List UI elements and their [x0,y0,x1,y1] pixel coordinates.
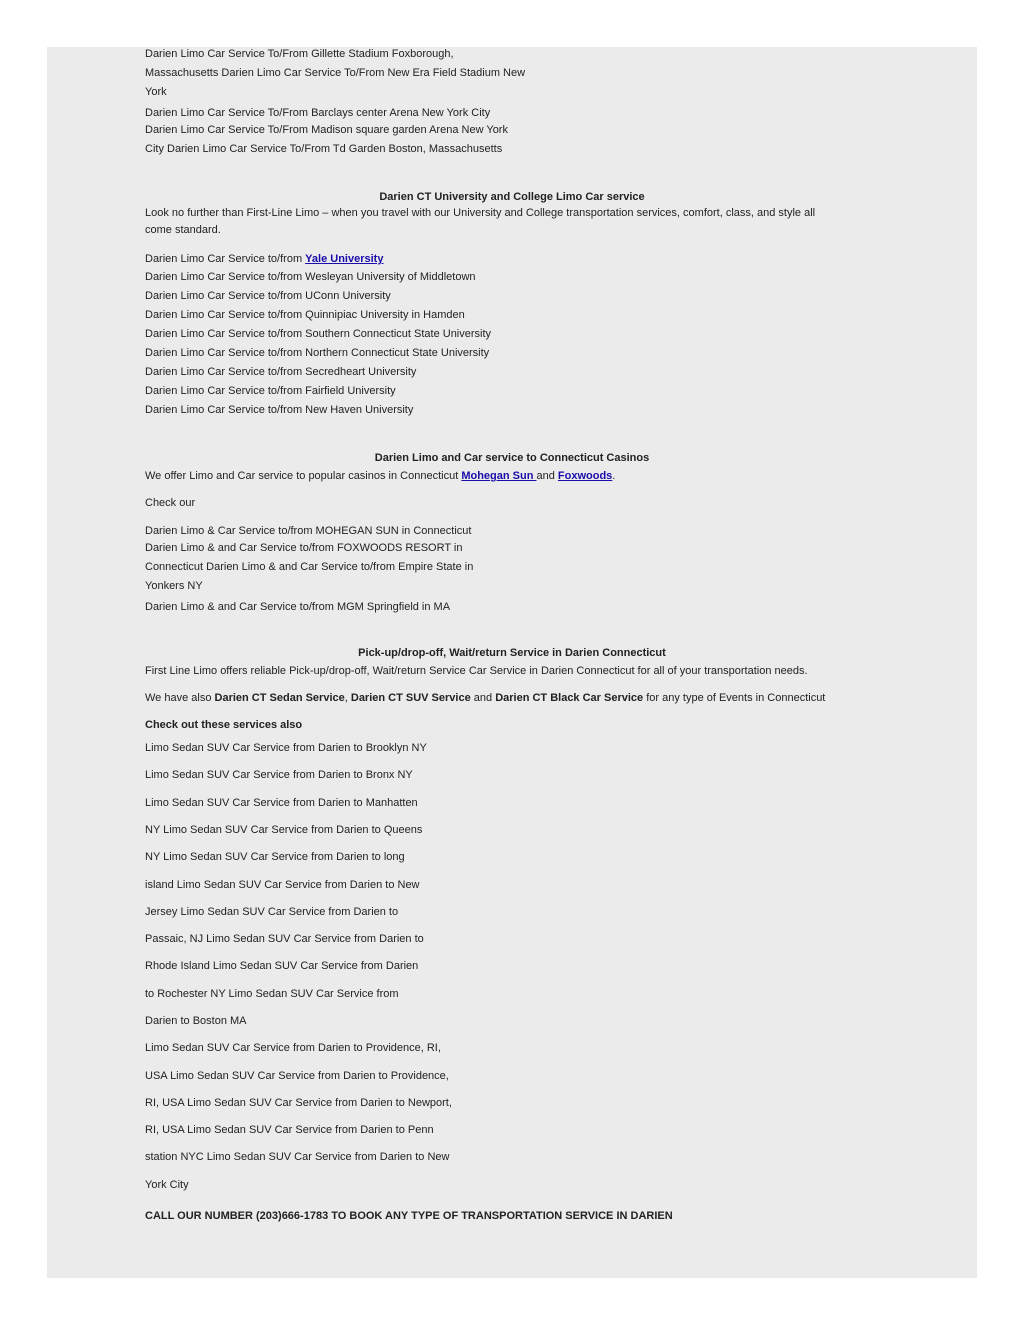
service-item: York City [145,1179,189,1191]
service-item: Limo Sedan SUV Car Service from Darien to Bronx NY [145,769,413,781]
stadium-line: Darien Limo Car Service To/From Barclays center Arena New York City [145,107,491,119]
document-page [47,47,977,1278]
university-intro: come standard. [145,224,221,236]
casino-item: Darien Limo & Car Service to/from MOHEGAN SUN in Connecticut [145,525,472,537]
stadium-line: Darien Limo Car Service To/From Gillette Stadium Foxborough, [145,48,454,60]
sedan-service-text: Darien CT Sedan Service [214,692,345,704]
casinos-heading: Darien Limo and Car service to Connecticut Casinos [374,452,650,464]
pickup-services-line [145,691,825,705]
university-item: Darien Limo Car Service to/from Secredheart University [145,366,417,378]
service-item: to Rochester NY Limo Sedan SUV Car Service from [145,988,399,1000]
service-item: NY Limo Sedan SUV Car Service from Darien to Queens [145,824,423,836]
pickup-heading: Pick-up/drop-off, Wait/return Service in Darien Connecticut [358,647,666,659]
stadium-line: York [145,86,167,98]
casinos-intro-end: . [612,470,616,482]
university-item: Darien Limo Car Service to/from Northern Connecticut State University [145,347,490,359]
university-item: Darien Limo Car Service to/from New Haven University [145,404,414,416]
mohegan-sun-link[interactable]: Mohegan Sun [461,470,537,482]
university-item: Darien Limo Car Service to/from Fairfield University [145,385,396,397]
text-span: for any type of Events in Connecticut [643,692,826,704]
service-item: RI, USA Limo Sedan SUV Car Service from Darien to Newport, [145,1097,452,1109]
university-item: Darien Limo Car Service to/from Wesleyan University of Middletown [145,271,476,283]
pickup-line: First Line Limo offers reliable Pick-up/drop-off, Wait/return Service Car Service in Darien Connecticut for all of your transportation needs. [145,665,808,677]
casino-item: Connecticut Darien Limo & and Car Service to/from Empire State in [145,561,474,573]
university-item: Darien Limo Car Service to/from UConn University [145,290,391,302]
casinos-intro-mid: and [536,470,558,482]
black-car-service-text: Darien CT Black Car Service [495,692,644,704]
casinos-intro [145,469,615,483]
suv-service-text: Darien CT SUV Service [350,692,471,704]
text-span: , [344,692,351,704]
stadium-line: Massachusetts Darien Limo Car Service To/From New Era Field Stadium New [145,67,526,79]
service-item: Limo Sedan SUV Car Service from Darien to Manhatten [145,797,418,809]
call-to-action: CALL OUR NUMBER (203)666-1783 TO BOOK ANY TYPE OF TRANSPORTATION SERVICE IN DARIEN [145,1210,673,1222]
service-item: station NYC Limo Sedan SUV Car Service from Darien to New [145,1151,450,1163]
service-item: Jersey Limo Sedan SUV Car Service from Darien to [145,906,399,918]
university-heading: Darien CT University and College Limo Car service [379,191,645,203]
service-item: Darien to Boston MA [145,1015,247,1027]
service-item: RI, USA Limo Sedan SUV Car Service from Darien to Penn [145,1124,434,1136]
service-item: Passaic, NJ Limo Sedan SUV Car Service from Darien to [145,933,424,945]
service-item: USA Limo Sedan SUV Car Service from Darien to Providence, [145,1070,449,1082]
casinos-check: Check our [145,497,196,509]
service-item: Limo Sedan SUV Car Service from Darien to Providence, RI, [145,1042,441,1054]
casinos-intro-prefix: We offer Limo and Car service to popular casinos in Connecticut [145,470,462,482]
yale-prefix: Darien Limo Car Service to/from [145,253,306,265]
stadium-line: Darien Limo Car Service To/From Madison square garden Arena New York [145,124,508,136]
check-services-heading: Check out these services also [145,719,303,731]
casino-item: Yonkers NY [145,580,203,592]
university-intro: Look no further than First-Line Limo – when you travel with our University and College transportation services, comfort, class, and style all [145,207,816,219]
service-item: island Limo Sedan SUV Car Service from Darien to New [145,879,420,891]
text-span: We have also [145,692,215,704]
yale-university-link[interactable]: Yale University [305,253,384,265]
service-item: Rhode Island Limo Sedan SUV Car Service from Darien [145,960,419,972]
university-item: Darien Limo Car Service to/from Southern Connecticut State University [145,328,492,340]
service-item: Limo Sedan SUV Car Service from Darien to Brooklyn NY [145,742,427,754]
university-item-yale [145,252,383,266]
stadium-line: City Darien Limo Car Service To/From Td Garden Boston, Massachusetts [145,143,503,155]
casino-item: Darien Limo & and Car Service to/from MGM Springfield in MA [145,601,451,613]
foxwoods-link[interactable]: Foxwoods [557,470,613,482]
text-span: and [470,692,496,704]
university-item: Darien Limo Car Service to/from Quinnipiac University in Hamden [145,309,465,321]
service-item: NY Limo Sedan SUV Car Service from Darien to long [145,851,405,863]
casino-item: Darien Limo & and Car Service to/from FOXWOODS RESORT in [145,542,463,554]
